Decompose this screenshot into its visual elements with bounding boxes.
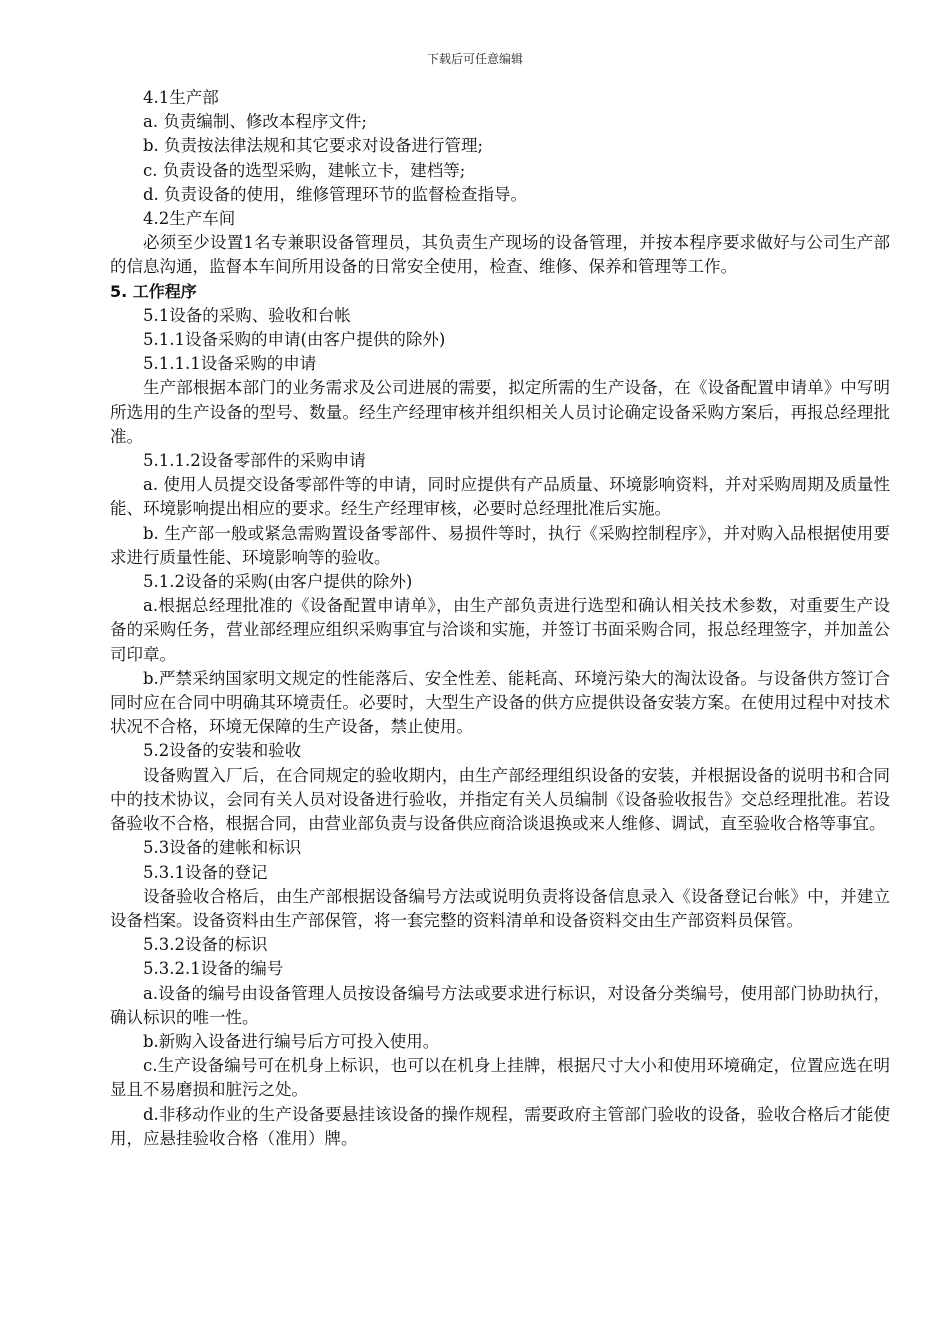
paragraph: 5.1设备的采购、验收和台帐	[143, 305, 351, 325]
paragraph: 5.3.2.1设备的编号	[143, 959, 284, 979]
document-body	[110, 86, 890, 1151]
paragraph: d.非移动作业的生产设备要悬挂该设备的操作规程，需要政府主管部门验收的设备，验收合格后才能使用，应悬挂验收合格（准用）牌。	[110, 1104, 890, 1148]
page-header: 下载后可任意编辑	[426, 52, 523, 66]
paragraph: 5.1.1.1设备采购的申请	[143, 354, 317, 374]
paragraph: 4.1生产部	[143, 88, 219, 107]
paragraph: 必须至少设置1名专兼职设备管理员，其负责生产现场的设备管理，并按本程序要求做好与公司生产部的信息沟通，监督本车间所用设备的日常安全使用，检查、维修、保养和管理等工作。	[110, 233, 890, 277]
paragraph: a. 使用人员提交设备零部件等的申请，同时应提供有产品质量、环境影响资料，并对采购周期及质量性能、环境影响提出相应的要求。经生产经理审核，必要时总经理批准后实施。	[110, 475, 890, 519]
paragraph: 5.1.1设备采购的申请(由客户提供的除外)	[143, 330, 446, 350]
paragraph: a. 负责编制、修改本程序文件;	[143, 112, 367, 132]
paragraph: 设备验收合格后，由生产部根据设备编号方法或说明负责将设备信息录入《设备登记台帐》中，并建立设备档案。设备资料由生产部保管，将一套完整的资料清单和设备资料交由生产部资料员保管。	[110, 886, 890, 930]
paragraph: b. 负责按法律法规和其它要求对设备进行管理;	[143, 136, 484, 156]
paragraph: a.设备的编号由设备管理人员按设备编号方法或要求进行标识，对设备分类编号，使用部门协助执行，确认标识的唯一性。	[110, 983, 890, 1027]
section-heading: 5. 工作程序	[110, 281, 197, 301]
paragraph: c. 负责设备的选型采购，建帐立卡，建档等;	[143, 160, 466, 180]
paragraph: 5.2设备的安装和验收	[143, 741, 302, 761]
paragraph: b.新购入设备进行编号后方可投入使用。	[143, 1031, 440, 1051]
paragraph: a.根据总经理批准的《设备配置申请单》，由生产部负责进行选型和确认相关技术参数，对重要生产设备的采购任务，营业部经理应组织采购事宜与洽谈和实施，并签订书面采购合同，报总经理签字，并加盖公司印章。	[110, 596, 890, 664]
paragraph: c.生产设备编号可在机身上标识，也可以在机身上挂牌，根据尺寸大小和使用环境确定，位置应选在明显且不易磨损和脏污之处。	[110, 1056, 890, 1100]
paragraph: 设备购置入厂后，在合同规定的验收期内，由生产部经理组织设备的安装，并根据设备的说明书和合同中的技术协议，会同有关人员对设备进行验收，并指定有关人员编制《设备验收报告》交总经理批准。若设备验收不合格，根据合同，由营业部负责与设备供应商洽谈退换或来人维修、调试，直至验收合格等事宜。	[110, 765, 890, 834]
paragraph: 生产部根据本部门的业务需求及公司进展的需要，拟定所需的生产设备，在《设备配置申请单》中写明所选用的生产设备的型号、数量。经生产经理审核并组织相关人员讨论确定设备采购方案后，再报总经理批准。	[110, 378, 890, 446]
paragraph: b.严禁采纳国家明文规定的性能落后、安全性差、能耗高、环境污染大的淘汰设备。与设备供方签订合同时应在合同中明确其环境责任。必要时，大型生产设备的供方应提供设备安装方案。在使用过程中对技术状况不合格，环境无保障的生产设备，禁止使用。	[110, 668, 890, 737]
paragraph: 5.1.1.2设备零部件的采购申请	[143, 451, 366, 471]
paragraph: 4.2生产车间	[143, 209, 236, 229]
paragraph: b. 生产部一般或紧急需购置设备零部件、易损件等时，执行《采购控制程序》，并对购入品根据使用要求进行质量性能、环境影响等的验收。	[110, 523, 890, 567]
paragraph: 5.3.1设备的登记	[143, 862, 268, 882]
paragraph: 5.3设备的建帐和标识	[143, 838, 302, 858]
paragraph: 5.1.2设备的采购(由客户提供的除外)	[143, 572, 413, 592]
paragraph: d. 负责设备的使用，维修管理环节的监督检查指导。	[143, 184, 528, 204]
paragraph: 5.3.2设备的标识	[143, 935, 268, 955]
